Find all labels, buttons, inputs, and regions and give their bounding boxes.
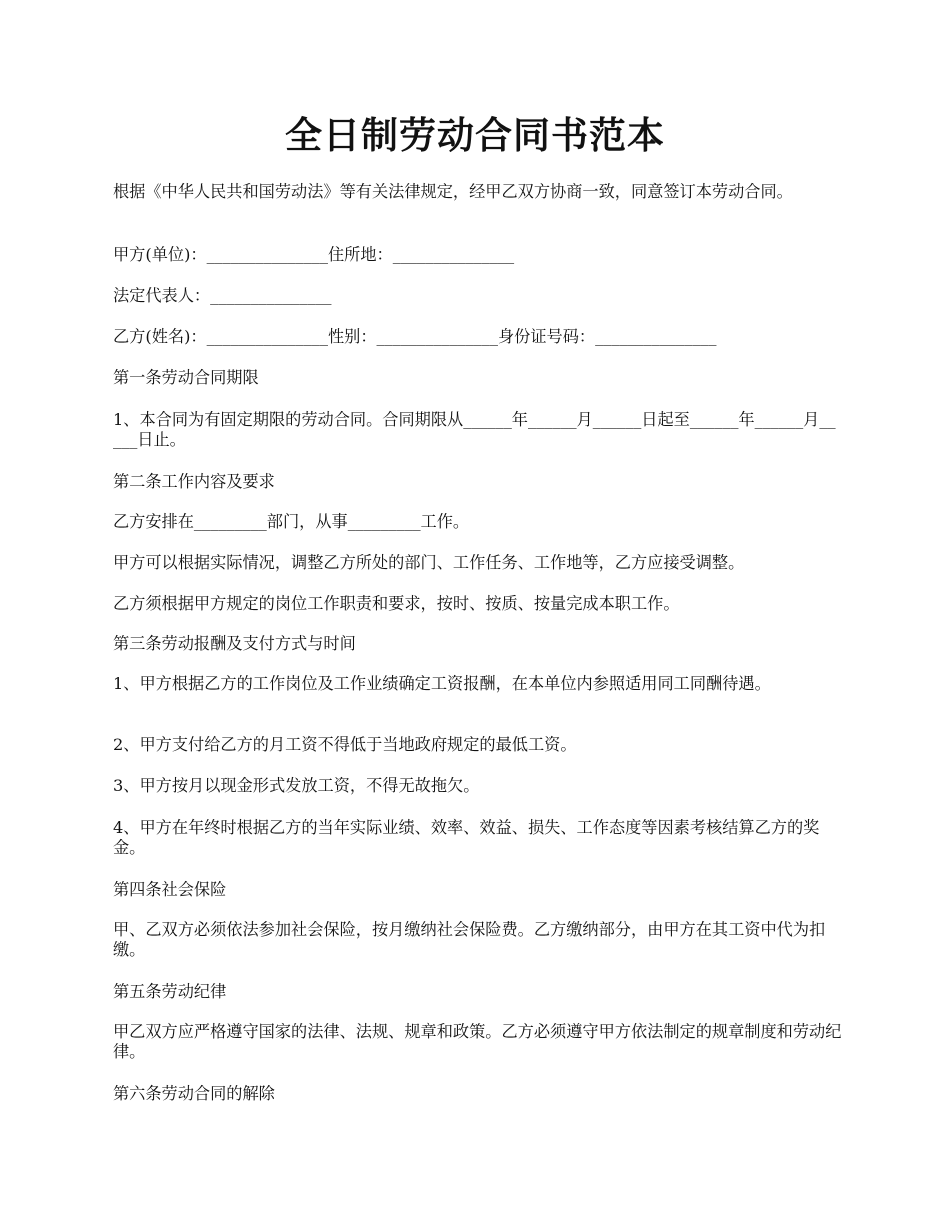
article-3-clause-3: 3、甲方按月以现金形式发放工资，不得无故拖欠。 bbox=[113, 776, 480, 795]
article-3-clause-2: 2、甲方支付给乙方的月工资不得低于当地政府规定的最低工资。 bbox=[113, 735, 577, 754]
article-3-heading: 第三条劳动报酬及支付方式与时间 bbox=[113, 634, 356, 653]
party-a-line: 甲方(单位)：_______________住所地：_______________ bbox=[113, 245, 515, 264]
article-5-heading: 第五条劳动纪律 bbox=[113, 982, 227, 1001]
article-5-clause: 甲乙双方应严格遵守国家的法律、法规、规章和政策。乙方必须遵守甲方依法制定的规章制度和劳动纪律。 bbox=[113, 1022, 842, 1061]
article-3-clause-4: 4、甲方在年终时根据乙方的当年实际业绩、效率、效益、损失、工作态度等因素考核结算乙方的奖金。 bbox=[113, 818, 820, 857]
article-3-clause-1: 1、甲方根据乙方的工作岗位及工作业绩确定工资报酬，在本单位内参照适用同工同酬待遇。 bbox=[113, 674, 771, 693]
article-2-heading: 第二条工作内容及要求 bbox=[113, 472, 275, 491]
article-2-clause-department: 乙方安排在_________部门，从事_________工作。 bbox=[113, 512, 470, 531]
article-1-heading: 第一条劳动合同期限 bbox=[113, 368, 259, 387]
document-title: 全日制劳动合同书范本 bbox=[285, 113, 665, 157]
article-2-clause-duties: 乙方须根据甲方规定的岗位工作职责和要求，按时、按质、按量完成本职工作。 bbox=[113, 594, 680, 613]
article-4-clause: 甲、乙双方必须依法参加社会保险，按月缴纳社会保险费。乙方缴纳部分，由甲方在其工资中代为扣缴。 bbox=[113, 920, 826, 959]
legal-representative-line: 法定代表人：_______________ bbox=[113, 286, 332, 305]
article-6-heading: 第六条劳动合同的解除 bbox=[113, 1084, 275, 1103]
intro-paragraph: 根据《中华人民共和国劳动法》等有关法律规定，经甲乙双方协商一致，同意签订本劳动合同。 bbox=[113, 182, 793, 201]
party-b-line: 乙方(姓名)：_______________性别：_______________身份证号码：_______________ bbox=[113, 327, 717, 346]
article-2-clause-adjustment: 甲方可以根据实际情况，调整乙方所处的部门、工作任务、工作地等，乙方应接受调整。 bbox=[113, 553, 745, 572]
article-4-heading: 第四条社会保险 bbox=[113, 880, 227, 899]
article-1-clause-1: 1、本合同为有固定期限的劳动合同。合同期限从______年______月______日起至______年______月_____日止。 bbox=[113, 410, 836, 449]
